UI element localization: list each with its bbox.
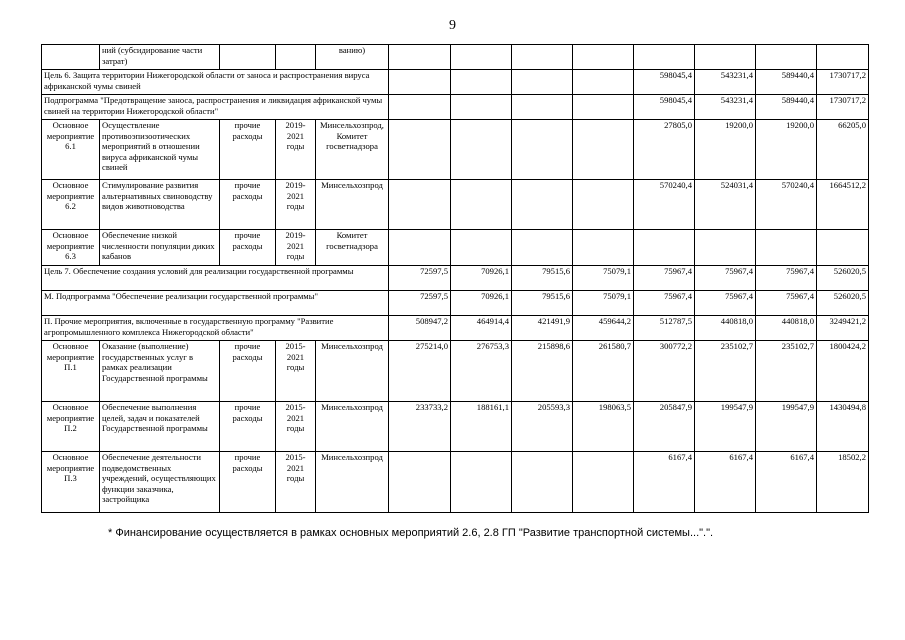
value-cell bbox=[389, 95, 451, 120]
expense-type-cell: прочие расходы bbox=[220, 180, 276, 230]
row-title-cell: М. Подпрограмма "Обеспечение реализации государственной программы" bbox=[42, 291, 389, 316]
value-cell bbox=[512, 120, 573, 180]
value-cell: 589440,4 bbox=[756, 95, 817, 120]
value-cell bbox=[634, 45, 695, 70]
value-cell: 1730717,2 bbox=[817, 95, 869, 120]
measure-name-cell: Обеспечение выполнения целей, задач и показателей Государственной программы bbox=[100, 402, 220, 452]
table-row bbox=[42, 341, 869, 402]
expense-type-cell: прочие расходы bbox=[220, 341, 276, 402]
value-cell: 524031,4 bbox=[695, 180, 756, 230]
value-cell: 526020,5 bbox=[817, 291, 869, 316]
measure-name-cell: ний (субсидирование части затрат) bbox=[100, 45, 220, 70]
table-row bbox=[42, 70, 869, 95]
value-cell bbox=[512, 452, 573, 513]
value-cell: 508947,2 bbox=[389, 316, 451, 341]
value-cell: 464914,4 bbox=[451, 316, 512, 341]
value-cell: 6167,4 bbox=[756, 452, 817, 513]
value-cell: 526020,5 bbox=[817, 266, 869, 291]
value-cell: 459644,2 bbox=[573, 316, 634, 341]
value-cell: 75967,4 bbox=[695, 266, 756, 291]
period-cell: 2019-2021 годы bbox=[276, 230, 316, 266]
value-cell: 1730717,2 bbox=[817, 70, 869, 95]
period-cell: 2015-2021 годы bbox=[276, 341, 316, 402]
value-cell: 27805,0 bbox=[634, 120, 695, 180]
value-cell bbox=[451, 120, 512, 180]
executor-cell: Минсельхозпрод bbox=[316, 452, 389, 513]
value-cell bbox=[512, 45, 573, 70]
period-cell: 2015-2021 годы bbox=[276, 452, 316, 513]
value-cell bbox=[817, 230, 869, 266]
value-cell: 205847,9 bbox=[634, 402, 695, 452]
expense-type-cell bbox=[220, 45, 276, 70]
value-cell: 79515,6 bbox=[512, 291, 573, 316]
value-cell: 188161,1 bbox=[451, 402, 512, 452]
value-cell: 75967,4 bbox=[695, 291, 756, 316]
value-cell: 75967,4 bbox=[634, 266, 695, 291]
value-cell: 1800424,2 bbox=[817, 341, 869, 402]
value-cell bbox=[573, 230, 634, 266]
value-cell: 570240,4 bbox=[756, 180, 817, 230]
value-cell: 598045,4 bbox=[634, 95, 695, 120]
measure-code-cell: Основное мероприятие 6.2 bbox=[42, 180, 100, 230]
period-cell: 2019-2021 годы bbox=[276, 120, 316, 180]
value-cell: 70926,1 bbox=[451, 266, 512, 291]
value-cell: 543231,4 bbox=[695, 95, 756, 120]
value-cell bbox=[695, 230, 756, 266]
value-cell: 72597,5 bbox=[389, 266, 451, 291]
value-cell: 275214,0 bbox=[389, 341, 451, 402]
value-cell: 75967,4 bbox=[756, 291, 817, 316]
value-cell: 1664512,2 bbox=[817, 180, 869, 230]
value-cell bbox=[389, 120, 451, 180]
value-cell bbox=[573, 95, 634, 120]
financing-table bbox=[41, 44, 869, 513]
value-cell: 1430494,8 bbox=[817, 402, 869, 452]
executor-cell: Минсельхозпрод bbox=[316, 341, 389, 402]
measure-name-cell: Обеспечение деятельности подведомственных учреждений, осуществляющих функции заказчика, застройщика bbox=[100, 452, 220, 513]
measure-name-cell: Обеспечение низкой численности популяции диких кабанов bbox=[100, 230, 220, 266]
value-cell bbox=[817, 45, 869, 70]
value-cell bbox=[389, 45, 451, 70]
table-row bbox=[42, 291, 869, 316]
value-cell bbox=[451, 452, 512, 513]
value-cell: 440818,0 bbox=[756, 316, 817, 341]
value-cell bbox=[756, 230, 817, 266]
value-cell: 75079,1 bbox=[573, 291, 634, 316]
value-cell bbox=[451, 230, 512, 266]
table-row bbox=[42, 180, 869, 230]
value-cell: 6167,4 bbox=[634, 452, 695, 513]
value-cell bbox=[512, 70, 573, 95]
value-cell bbox=[451, 180, 512, 230]
value-cell: 75079,1 bbox=[573, 266, 634, 291]
value-cell: 72597,5 bbox=[389, 291, 451, 316]
measure-code-cell: Основное мероприятие 6.3 bbox=[42, 230, 100, 266]
value-cell: 276753,3 bbox=[451, 341, 512, 402]
value-cell bbox=[573, 45, 634, 70]
value-cell: 75967,4 bbox=[756, 266, 817, 291]
value-cell bbox=[451, 70, 512, 95]
value-cell bbox=[634, 230, 695, 266]
value-cell: 300772,2 bbox=[634, 341, 695, 402]
value-cell: 261580,7 bbox=[573, 341, 634, 402]
value-cell: 199547,9 bbox=[756, 402, 817, 452]
table-row bbox=[42, 45, 869, 70]
value-cell bbox=[695, 45, 756, 70]
period-cell: 2015-2021 годы bbox=[276, 402, 316, 452]
value-cell bbox=[573, 70, 634, 95]
value-cell: 512787,5 bbox=[634, 316, 695, 341]
expense-type-cell: прочие расходы bbox=[220, 452, 276, 513]
value-cell: 205593,3 bbox=[512, 402, 573, 452]
table-row bbox=[42, 230, 869, 266]
value-cell: 19200,0 bbox=[695, 120, 756, 180]
period-cell bbox=[276, 45, 316, 70]
period-cell: 2019-2021 годы bbox=[276, 180, 316, 230]
value-cell: 421491,9 bbox=[512, 316, 573, 341]
expense-type-cell: прочие расходы bbox=[220, 120, 276, 180]
value-cell bbox=[573, 120, 634, 180]
executor-cell: Комитет госветнадзора bbox=[316, 230, 389, 266]
value-cell: 18502,2 bbox=[817, 452, 869, 513]
value-cell bbox=[512, 95, 573, 120]
value-cell: 233733,2 bbox=[389, 402, 451, 452]
value-cell: 79515,6 bbox=[512, 266, 573, 291]
value-cell: 3249421,2 bbox=[817, 316, 869, 341]
value-cell: 19200,0 bbox=[756, 120, 817, 180]
row-title-cell: Цель 6. Защита территории Нижегородской области от заноса и распространения вируса африканской чумы свиней bbox=[42, 70, 389, 95]
value-cell bbox=[451, 45, 512, 70]
value-cell: 6167,4 bbox=[695, 452, 756, 513]
value-cell bbox=[389, 180, 451, 230]
measure-code-cell: Основное мероприятие 6.1 bbox=[42, 120, 100, 180]
value-cell bbox=[512, 230, 573, 266]
measure-code-cell: Основное мероприятие П.3 bbox=[42, 452, 100, 513]
row-title-cell: Цель 7. Обеспечение создания условий для реализации государственной программы bbox=[42, 266, 389, 291]
measure-name-cell: Осуществление противоэпизоотических мероприятий в отношении вируса африканской чумы свиней bbox=[100, 120, 220, 180]
footnote: * Финансирование осуществляется в рамках основных мероприятий 2.6, 2.8 ГП "Развитие транспортной системы...".". bbox=[108, 527, 714, 539]
value-cell: 199547,9 bbox=[695, 402, 756, 452]
value-cell bbox=[512, 180, 573, 230]
value-cell: 235102,7 bbox=[756, 341, 817, 402]
value-cell bbox=[573, 180, 634, 230]
value-cell: 75967,4 bbox=[634, 291, 695, 316]
measure-name-cell: Оказание (выполнение) государственных услуг в рамках реализации Государственной программы bbox=[100, 341, 220, 402]
value-cell bbox=[389, 452, 451, 513]
value-cell bbox=[756, 45, 817, 70]
value-cell: 198063,5 bbox=[573, 402, 634, 452]
table-row bbox=[42, 95, 869, 120]
expense-type-cell: прочие расходы bbox=[220, 402, 276, 452]
value-cell: 235102,7 bbox=[695, 341, 756, 402]
value-cell bbox=[451, 95, 512, 120]
executor-cell: Минсельхозпрод, Комитет госветнадзора bbox=[316, 120, 389, 180]
table-row bbox=[42, 266, 869, 291]
executor-cell: ванию) bbox=[316, 45, 389, 70]
value-cell bbox=[389, 70, 451, 95]
executor-cell: Минсельхозпрод bbox=[316, 402, 389, 452]
expense-type-cell: прочие расходы bbox=[220, 230, 276, 266]
value-cell: 440818,0 bbox=[695, 316, 756, 341]
value-cell: 543231,4 bbox=[695, 70, 756, 95]
table-row bbox=[42, 402, 869, 452]
table-row bbox=[42, 316, 869, 341]
measure-code-cell bbox=[42, 45, 100, 70]
value-cell: 215898,6 bbox=[512, 341, 573, 402]
measure-name-cell: Стимулирование развития альтернативных свиноводству видов животноводства bbox=[100, 180, 220, 230]
executor-cell: Минсельхозпрод bbox=[316, 180, 389, 230]
row-title-cell: Подпрограмма "Предотвращение заноса, распространения и ликвидация африканской чумы свиней на территории Нижегородской области" bbox=[42, 95, 389, 120]
value-cell: 598045,4 bbox=[634, 70, 695, 95]
measure-code-cell: Основное мероприятие П.2 bbox=[42, 402, 100, 452]
measure-code-cell: Основное мероприятие П.1 bbox=[42, 341, 100, 402]
value-cell: 70926,1 bbox=[451, 291, 512, 316]
value-cell bbox=[573, 452, 634, 513]
row-title-cell: П. Прочие мероприятия, включенные в государственную программу "Развитие агропромышленного комплекса Нижегородской области" bbox=[42, 316, 389, 341]
value-cell: 66205,0 bbox=[817, 120, 869, 180]
value-cell bbox=[389, 230, 451, 266]
table-row bbox=[42, 452, 869, 513]
table-row bbox=[42, 120, 869, 180]
page-number: 9 bbox=[449, 18, 456, 33]
value-cell: 570240,4 bbox=[634, 180, 695, 230]
value-cell: 589440,4 bbox=[756, 70, 817, 95]
